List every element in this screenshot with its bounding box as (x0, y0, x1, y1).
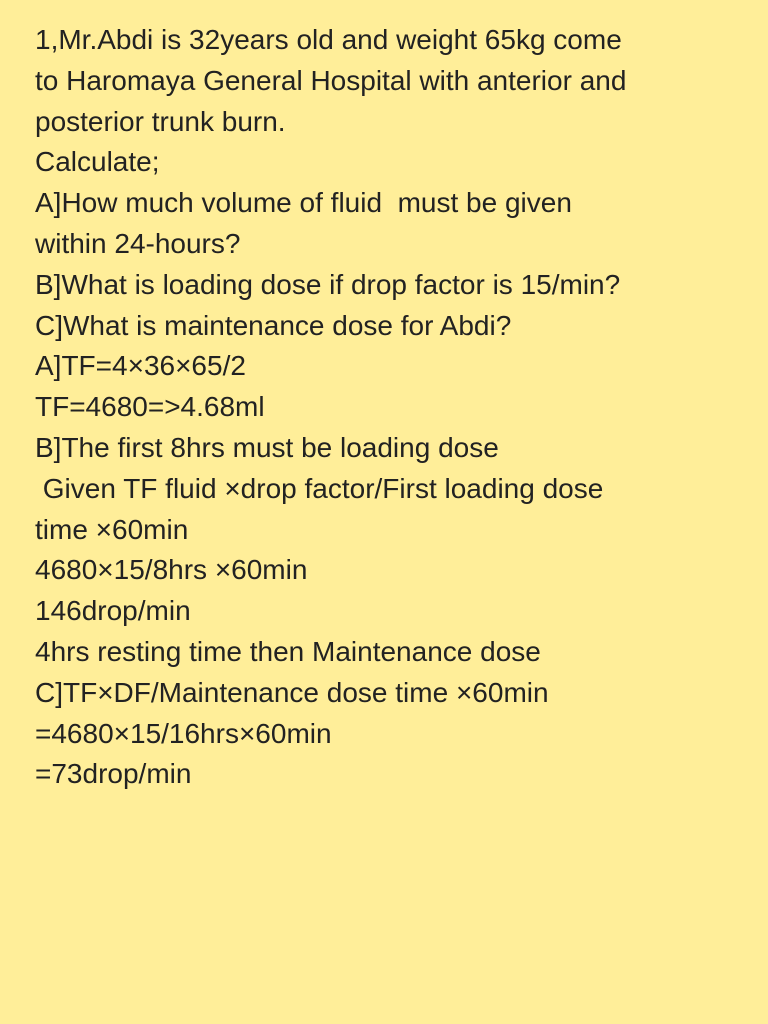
note-line-19: =73drop/min (35, 758, 192, 790)
note-line-6: within 24-hours? (35, 227, 241, 259)
note-line-13: time ×60min (35, 513, 189, 545)
note-line-16: 4hrs resting time then Maintenance dose (35, 635, 541, 667)
note-line-14: 4680×15/8hrs ×60min (35, 554, 308, 586)
note-line-12: Given TF fluid ×drop factor/First loading dose (35, 472, 604, 504)
note-line-18: =4680×15/16hrs×60min (35, 717, 332, 749)
note-line-10: TF=4680=>4.68ml (35, 391, 265, 423)
note-line-3: posterior trunk burn. (35, 105, 286, 137)
note-line-9: A]TF=4×36×65/2 (35, 350, 246, 382)
note-line-1: 1,Mr.Abdi is 32years old and weight 65kg come (35, 24, 622, 55)
note-line-5: A]How much volume of fluid must be given (35, 187, 572, 219)
note-line-7: B]What is loading dose if drop factor is 15/min? (35, 268, 621, 300)
note-line-2: to Haromaya General Hospital with anterior and (35, 64, 627, 96)
note-line-8: C]What is maintenance dose for Abdi? (35, 309, 512, 341)
note-line-17: C]TF×DF/Maintenance dose time ×60min (35, 676, 549, 708)
note-line-11: B]The first 8hrs must be loading dose (35, 431, 499, 463)
note-line-4: Calculate; (35, 146, 160, 178)
note-line-15: 146drop/min (35, 595, 191, 627)
note-text-body[interactable] (35, 20, 750, 795)
